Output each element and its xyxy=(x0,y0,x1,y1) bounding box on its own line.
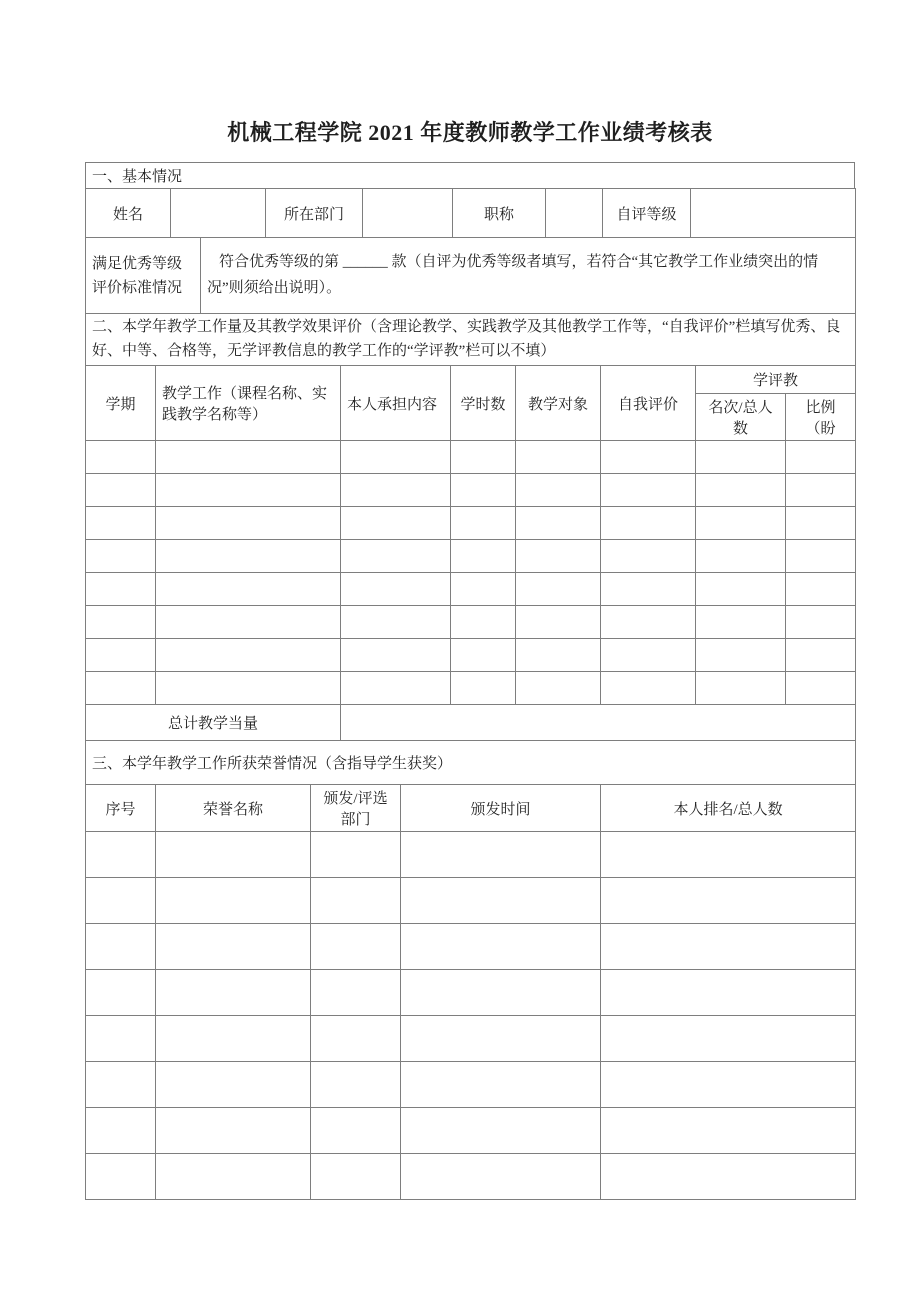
empty-cell xyxy=(401,832,601,878)
total-teaching-label: 总计教学当量 xyxy=(86,705,341,741)
total-teaching-row xyxy=(86,705,856,741)
department-value-cell xyxy=(363,189,453,238)
section3-heading: 三、本学年教学工作所获荣誉情况（含指导学生获奖） xyxy=(86,741,856,785)
empty-cell xyxy=(786,540,856,573)
empty-row xyxy=(86,832,856,878)
empty-cell xyxy=(516,507,601,540)
empty-cell xyxy=(156,540,341,573)
empty-row xyxy=(86,1108,856,1154)
empty-row xyxy=(86,672,856,705)
honors-table xyxy=(85,740,856,1200)
empty-cell xyxy=(86,573,156,606)
empty-cell xyxy=(451,639,516,672)
empty-cell xyxy=(86,1154,156,1200)
empty-cell xyxy=(401,970,601,1016)
empty-cell xyxy=(786,507,856,540)
empty-cell xyxy=(451,474,516,507)
empty-cell xyxy=(311,1108,401,1154)
empty-cell xyxy=(341,540,451,573)
empty-cell xyxy=(786,474,856,507)
empty-cell xyxy=(156,924,311,970)
teaching-workload-table xyxy=(85,313,856,741)
name-value-cell xyxy=(171,189,266,238)
basic-info-table xyxy=(85,188,856,238)
empty-cell xyxy=(516,606,601,639)
empty-cell xyxy=(516,540,601,573)
empty-row xyxy=(86,540,856,573)
empty-cell xyxy=(601,639,696,672)
empty-cell xyxy=(601,474,696,507)
empty-cell xyxy=(86,672,156,705)
empty-row xyxy=(86,606,856,639)
empty-cell xyxy=(86,1108,156,1154)
section1-heading: 一、基本情况 xyxy=(86,163,855,189)
empty-cell xyxy=(601,507,696,540)
student-eval-header: 学评教 xyxy=(696,366,856,394)
empty-cell xyxy=(156,573,341,606)
teaching-work-header: 教学工作（课程名称、实践教学名称等） xyxy=(156,366,341,441)
empty-row xyxy=(86,639,856,672)
empty-cell xyxy=(311,970,401,1016)
empty-cell xyxy=(451,606,516,639)
empty-cell xyxy=(86,832,156,878)
empty-cell xyxy=(601,573,696,606)
total-teaching-value-cell xyxy=(341,705,856,741)
empty-cell xyxy=(86,924,156,970)
empty-row xyxy=(86,970,856,1016)
empty-cell xyxy=(341,441,451,474)
ratio-subheader: 比例（盼 xyxy=(786,394,856,441)
empty-cell xyxy=(601,924,856,970)
empty-cell xyxy=(696,639,786,672)
empty-cell xyxy=(601,606,696,639)
empty-cell xyxy=(86,878,156,924)
empty-row xyxy=(86,573,856,606)
empty-cell xyxy=(311,832,401,878)
empty-cell xyxy=(156,639,341,672)
empty-row xyxy=(86,1062,856,1108)
empty-cell xyxy=(311,1154,401,1200)
issue-date-header: 颁发时间 xyxy=(401,785,601,832)
excellent-criteria-text: 符合优秀等级的第 ______ 款（自评为优秀等级者填写，若符合“其它教学工作业绩突出的情况”则须给出说明）。 xyxy=(201,238,856,314)
workload-empty-rows xyxy=(86,441,856,705)
empty-row xyxy=(86,1154,856,1200)
empty-cell xyxy=(786,672,856,705)
empty-cell xyxy=(786,606,856,639)
empty-row xyxy=(86,1016,856,1062)
basic-info-row xyxy=(86,189,856,238)
workload-header-row xyxy=(86,366,856,394)
empty-cell xyxy=(156,1154,311,1200)
empty-cell xyxy=(86,606,156,639)
personal-content-header: 本人承担内容 xyxy=(341,366,451,441)
empty-cell xyxy=(786,573,856,606)
empty-cell xyxy=(401,878,601,924)
empty-row xyxy=(86,474,856,507)
empty-cell xyxy=(86,1062,156,1108)
self-eval-header: 自我评价 xyxy=(601,366,696,441)
job-title-value-cell xyxy=(546,189,603,238)
empty-cell xyxy=(601,1154,856,1200)
honors-header-row xyxy=(86,785,856,832)
empty-cell xyxy=(401,924,601,970)
self-grade-value-cell xyxy=(691,189,856,238)
empty-cell xyxy=(601,1062,856,1108)
assessment-form xyxy=(85,116,855,1200)
empty-cell xyxy=(451,441,516,474)
empty-cell xyxy=(601,1016,856,1062)
empty-cell xyxy=(601,970,856,1016)
empty-cell xyxy=(401,1062,601,1108)
empty-cell xyxy=(516,639,601,672)
empty-cell xyxy=(156,1062,311,1108)
empty-cell xyxy=(156,507,341,540)
empty-cell xyxy=(601,441,696,474)
empty-cell xyxy=(786,441,856,474)
empty-cell xyxy=(311,1062,401,1108)
empty-cell xyxy=(86,970,156,1016)
empty-cell xyxy=(86,474,156,507)
empty-cell xyxy=(516,474,601,507)
empty-cell xyxy=(156,1016,311,1062)
empty-cell xyxy=(156,970,311,1016)
empty-cell xyxy=(156,441,341,474)
empty-cell xyxy=(696,573,786,606)
empty-cell xyxy=(156,606,341,639)
self-grade-label: 自评等级 xyxy=(603,189,691,238)
empty-cell xyxy=(451,540,516,573)
excellent-criteria-row xyxy=(86,238,856,314)
empty-cell xyxy=(156,672,341,705)
empty-cell xyxy=(156,1108,311,1154)
empty-cell xyxy=(156,474,341,507)
empty-cell xyxy=(601,672,696,705)
empty-cell xyxy=(696,474,786,507)
empty-cell xyxy=(696,606,786,639)
empty-cell xyxy=(401,1154,601,1200)
empty-cell xyxy=(451,573,516,606)
empty-cell xyxy=(451,507,516,540)
empty-cell xyxy=(86,1016,156,1062)
department-label: 所在部门 xyxy=(266,189,363,238)
serial-number-header: 序号 xyxy=(86,785,156,832)
empty-cell xyxy=(341,474,451,507)
empty-cell xyxy=(341,606,451,639)
empty-cell xyxy=(86,639,156,672)
empty-cell xyxy=(451,672,516,705)
empty-row xyxy=(86,924,856,970)
job-title-label: 职称 xyxy=(453,189,546,238)
name-label: 姓名 xyxy=(86,189,171,238)
empty-cell xyxy=(786,639,856,672)
empty-cell xyxy=(696,507,786,540)
empty-cell xyxy=(696,540,786,573)
empty-cell xyxy=(601,832,856,878)
empty-row xyxy=(86,507,856,540)
empty-cell xyxy=(311,1016,401,1062)
audience-header: 教学对象 xyxy=(516,366,601,441)
empty-row xyxy=(86,441,856,474)
empty-cell xyxy=(401,1108,601,1154)
empty-cell xyxy=(516,672,601,705)
section2-heading: 二、本学年教学工作量及其教学效果评价（含理论教学、实践教学及其他教学工作等，“自我评价”栏填写优秀、良好、中等、合格等，无学评教信息的教学工作的“学评教”栏可以不填） xyxy=(86,314,856,366)
empty-cell xyxy=(156,878,311,924)
excellent-criteria-table xyxy=(85,237,856,314)
honors-empty-rows xyxy=(86,832,856,1200)
empty-cell xyxy=(601,540,696,573)
empty-cell xyxy=(401,1016,601,1062)
hours-header: 学时数 xyxy=(451,366,516,441)
empty-cell xyxy=(341,672,451,705)
empty-cell xyxy=(341,573,451,606)
empty-cell xyxy=(86,441,156,474)
empty-cell xyxy=(601,878,856,924)
empty-cell xyxy=(311,878,401,924)
empty-cell xyxy=(696,672,786,705)
issuing-department-header: 颁发/评选部门 xyxy=(311,785,401,832)
empty-cell xyxy=(516,441,601,474)
honor-name-header: 荣誉名称 xyxy=(156,785,311,832)
empty-cell xyxy=(86,507,156,540)
excellent-criteria-label: 满足优秀等级评价标准情况 xyxy=(86,238,201,314)
empty-cell xyxy=(86,540,156,573)
empty-cell xyxy=(311,924,401,970)
page-title: 机械工程学院 2021 年度教师教学工作业绩考核表 xyxy=(227,120,713,145)
semester-header: 学期 xyxy=(86,366,156,441)
empty-cell xyxy=(696,441,786,474)
section1-heading-table xyxy=(85,162,855,189)
empty-cell xyxy=(156,832,311,878)
personal-rank-header: 本人排名/总人数 xyxy=(601,785,856,832)
rank-total-subheader: 名次/总人数 xyxy=(696,394,786,441)
empty-cell xyxy=(516,573,601,606)
empty-cell xyxy=(341,507,451,540)
empty-cell xyxy=(341,639,451,672)
empty-cell xyxy=(601,1108,856,1154)
empty-row xyxy=(86,878,856,924)
